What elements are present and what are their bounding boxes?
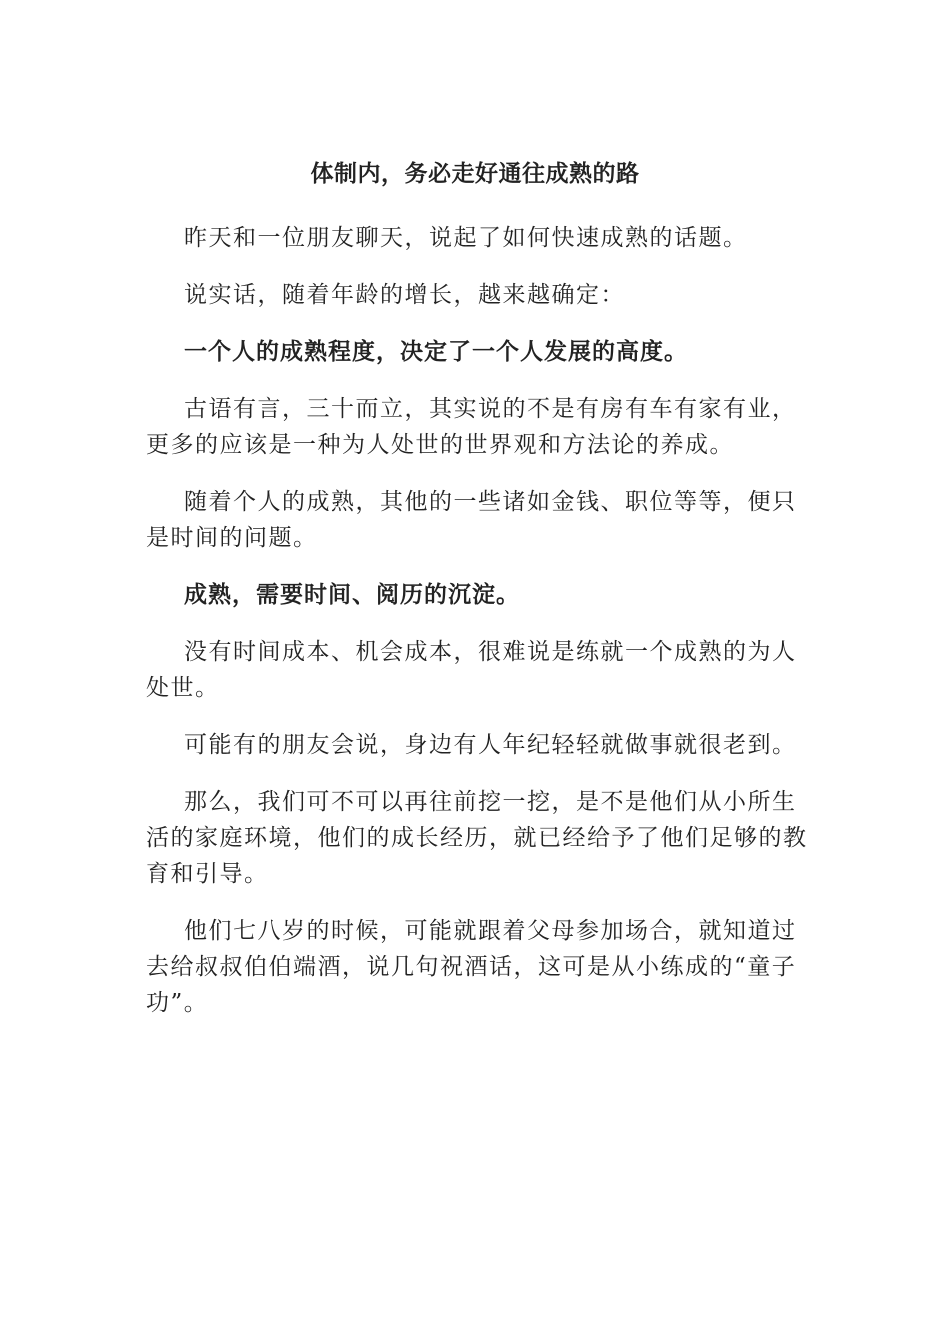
- paragraph: 说实话，随着年龄的增长，越来越确定：: [184, 282, 625, 308]
- paragraph: 古语有言，三十而立，其实说的不是有房有车有家有业，更多的应该是一种为人处世的世界观和方法论的养成。: [146, 396, 797, 458]
- emphasis-paragraph: 成熟，需要时间、阅历的沉淀。: [184, 582, 520, 608]
- paragraph: 没有时间成本、机会成本，很难说是练就一个成熟的为人处世。: [146, 639, 797, 701]
- paragraph: 昨天和一位朋友聊天，说起了如何快速成熟的话题。: [184, 225, 748, 251]
- paragraph: 随着个人的成熟，其他的一些诸如金钱、职位等等，便只是时间的问题。: [146, 489, 797, 551]
- paragraph: 那么，我们可不可以再往前挖一挖，是不是他们从小所生活的家庭环境，他们的成长经历，就已经给予了他们足够的教育和引导。: [146, 789, 808, 887]
- document-body: [146, 220, 812, 1042]
- document-title: 体制内，务必走好通往成熟的路: [310, 161, 640, 187]
- paragraph: 可能有的朋友会说，身边有人年纪轻轻就做事就很老到。: [184, 732, 797, 758]
- paragraph: 他们七八岁的时候，可能就跟着父母参加场合，就知道过去给叔叔伯伯端酒，说几句祝酒话，这可是从小练成的“童子功”。: [146, 918, 797, 1016]
- emphasis-paragraph: 一个人的成熟程度，决定了一个人发展的高度。: [184, 339, 688, 365]
